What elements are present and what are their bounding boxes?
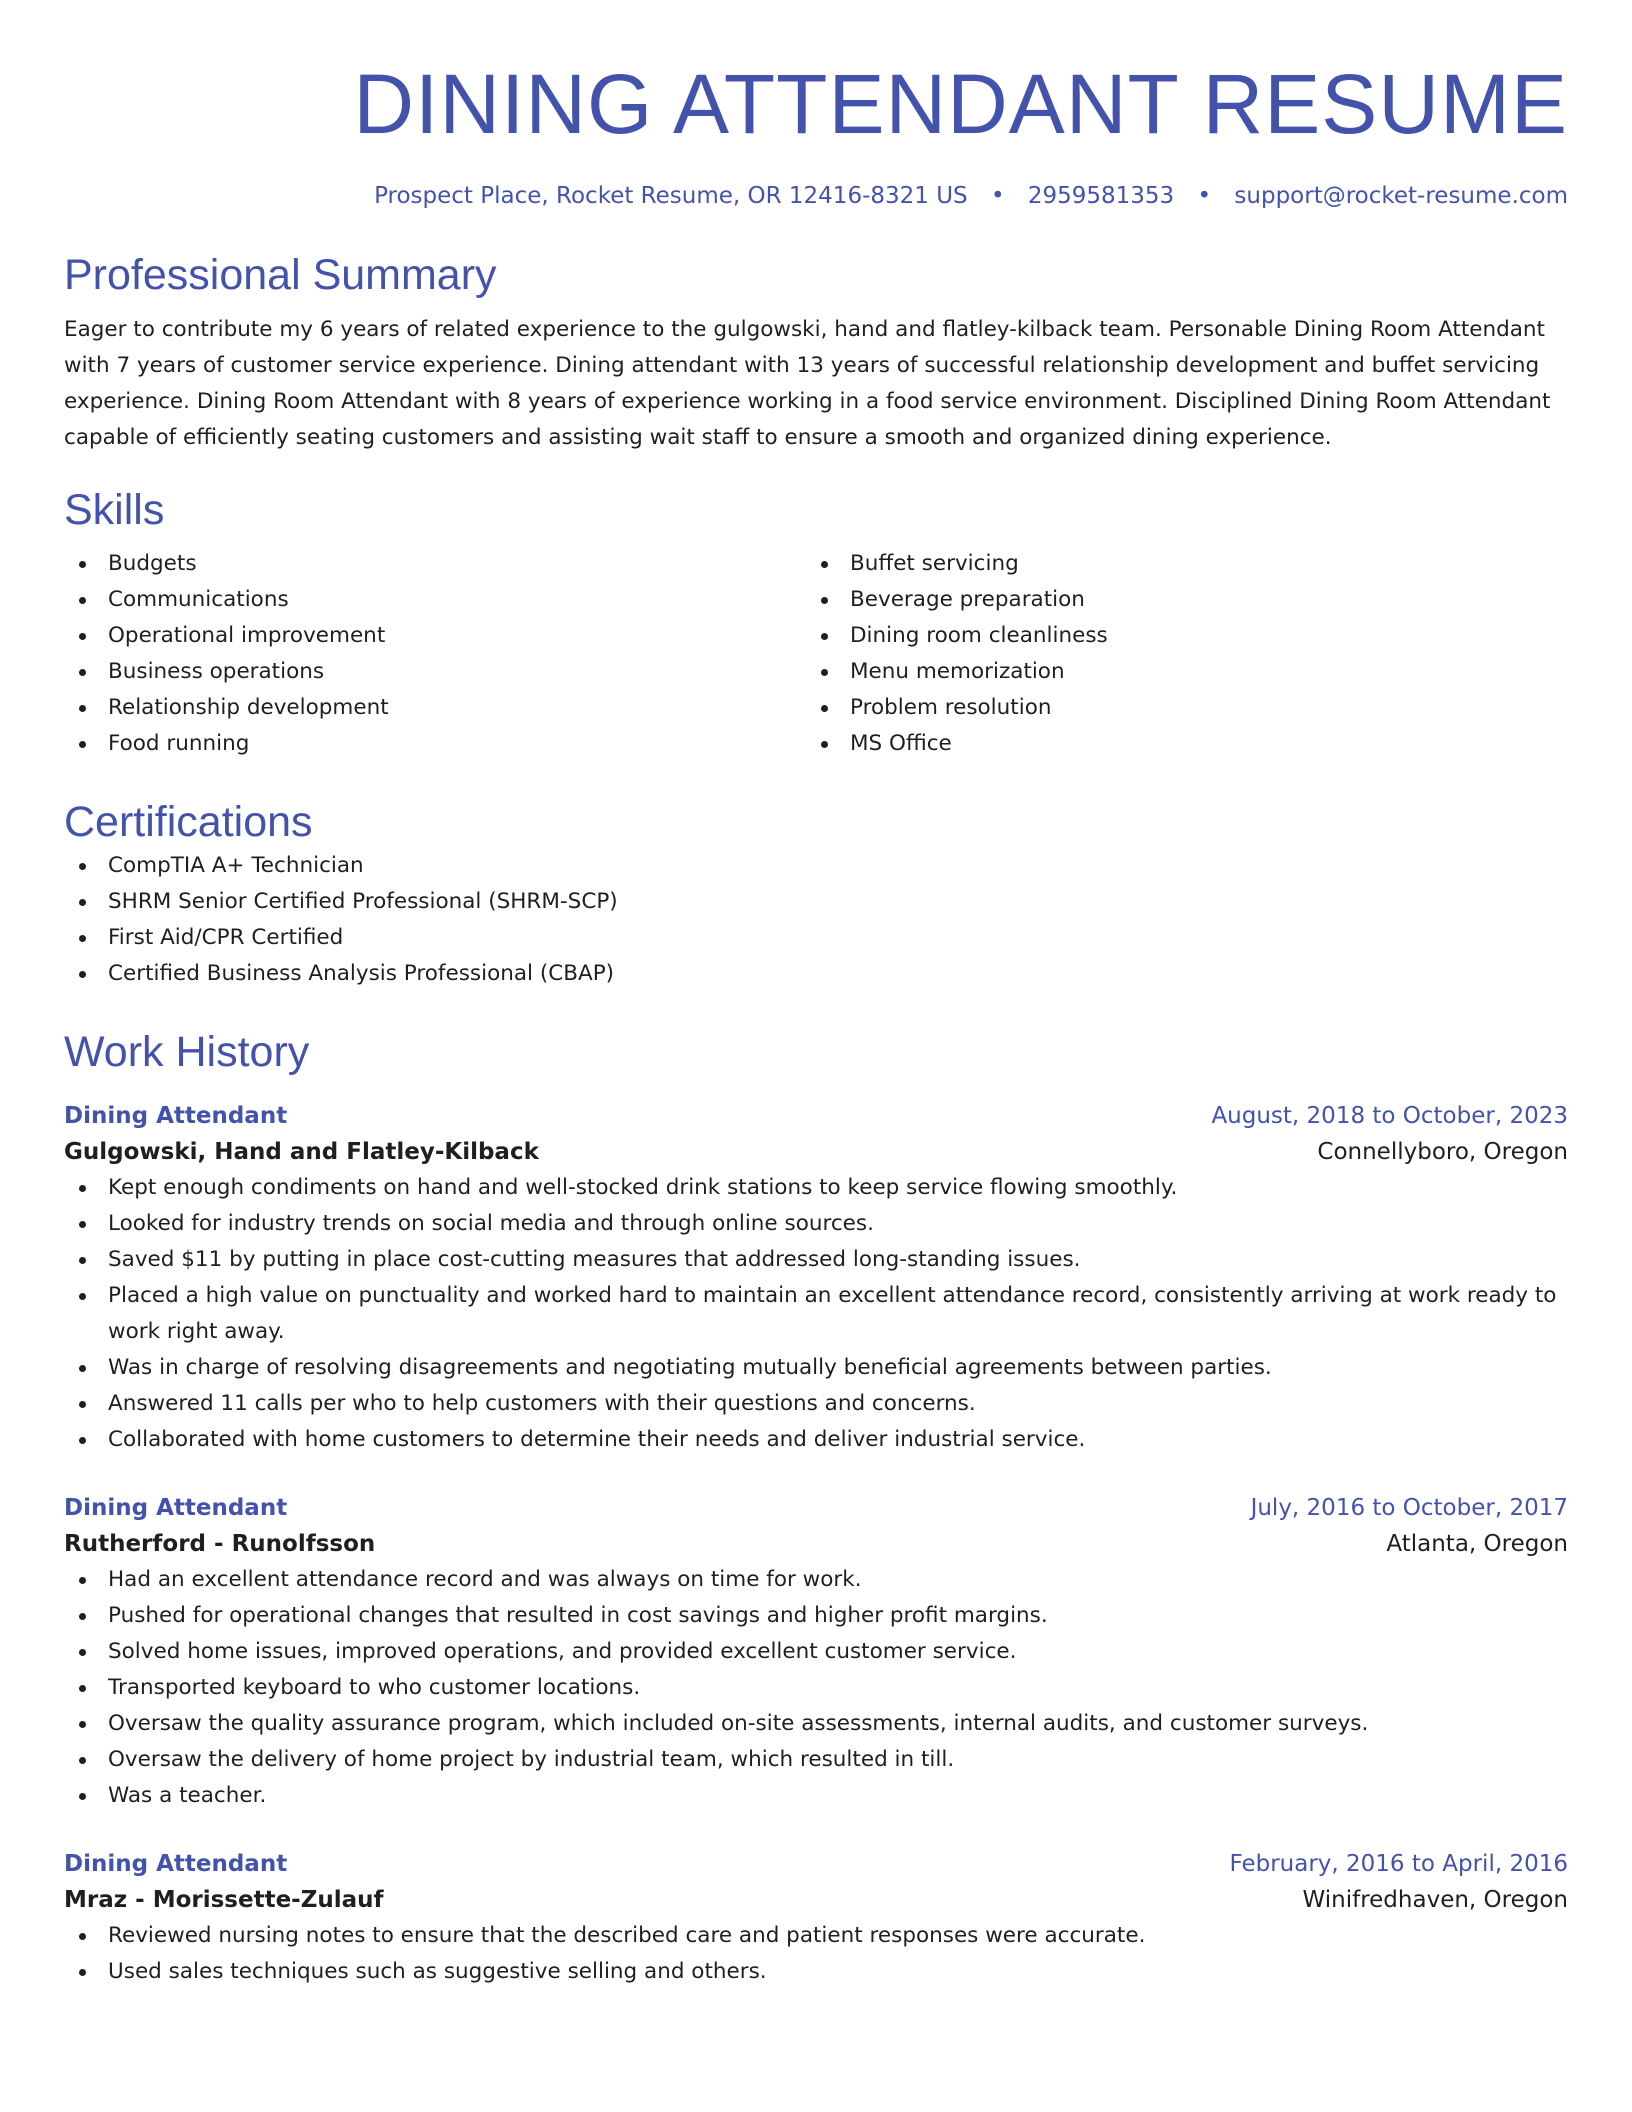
skills-list-left [64, 546, 806, 762]
bullet-icon [79, 1401, 86, 1408]
skill-label: Menu memorization [850, 659, 1065, 684]
bullet-icon [821, 669, 828, 676]
bullet-icon [79, 971, 86, 978]
bullet-icon [821, 561, 828, 568]
job-bullet-item [64, 1170, 1568, 1206]
contact-address: Prospect Place, Rocket Resume, OR 12416-8321 US [374, 183, 968, 209]
bullet-icon [79, 1437, 86, 1444]
skill-item [806, 618, 1548, 654]
job-bullets [64, 1918, 1568, 1990]
resume-title: DINING ATTENDANT RESUME [353, 57, 1568, 151]
job-bullet-text: Answered 11 calls per who to help customers with their questions and concerns. [108, 1391, 976, 1416]
certification-label: SHRM Senior Certified Professional (SHRM-SCP) [108, 889, 618, 914]
skill-item [806, 690, 1548, 726]
certification-item [64, 884, 1568, 920]
job-bullet-text: Transported keyboard to who customer locations. [108, 1675, 641, 1700]
job-bullet-item [64, 1918, 1568, 1954]
summary-heading: Professional Summary [64, 251, 497, 299]
job-location: Atlanta, Oregon [1386, 1531, 1568, 1557]
job-bullet-text: Had an excellent attendance record and was always on time for work. [108, 1567, 862, 1592]
job-bullet-item [64, 1386, 1568, 1422]
job-bullet-text: Looked for industry trends on social media and through online sources. [108, 1211, 874, 1236]
job-bullet-text: Saved $11 by putting in place cost-cutting measures that addressed long-standing issues. [108, 1247, 1081, 1272]
certification-item [64, 848, 1568, 884]
skill-item [64, 618, 806, 654]
skill-label: Beverage preparation [850, 587, 1085, 612]
job-bullet-text: Collaborated with home customers to determine their needs and deliver industrial service. [108, 1427, 1086, 1452]
contact-email[interactable]: support@rocket-resume.com [1234, 183, 1568, 209]
job-bullet-item [64, 1206, 1568, 1242]
bullet-icon [79, 1685, 86, 1692]
bullet-icon [79, 1933, 86, 1940]
job-entry [64, 1846, 1568, 1990]
skill-item [64, 690, 806, 726]
bullet-icon [79, 1577, 86, 1584]
contact-separator: • [1197, 183, 1212, 209]
bullet-icon [79, 1649, 86, 1656]
skill-label: Buffet servicing [850, 551, 1019, 576]
skill-label: Problem resolution [850, 695, 1052, 720]
skill-label: Communications [108, 587, 289, 612]
job-title: Dining Attendant [64, 1495, 288, 1521]
bullet-icon [79, 1185, 86, 1192]
skills-list-right [806, 546, 1548, 762]
job-title: Dining Attendant [64, 1851, 288, 1877]
bullet-icon [79, 863, 86, 870]
job-bullet-item [64, 1350, 1568, 1386]
certification-label: Certified Business Analysis Professional (CBAP) [108, 961, 615, 986]
bullet-icon [79, 1365, 86, 1372]
bullet-icon [79, 1793, 86, 1800]
skill-label: MS Office [850, 731, 952, 756]
job-bullet-item [64, 1634, 1568, 1670]
certification-label: CompTIA A+ Technician [108, 853, 364, 878]
skill-item [806, 654, 1548, 690]
skill-item [806, 546, 1548, 582]
skills-heading: Skills [64, 486, 165, 534]
bullet-icon [79, 1257, 86, 1264]
job-bullet-text: Solved home issues, improved operations, and provided excellent customer service. [108, 1639, 1017, 1664]
job-bullet-item [64, 1242, 1568, 1278]
bullet-icon [79, 633, 86, 640]
skill-label: Food running [108, 731, 250, 756]
skill-item [64, 582, 806, 618]
bullet-icon [79, 741, 86, 748]
bullet-icon [79, 1969, 86, 1976]
job-title-row [64, 1846, 1568, 1882]
bullet-icon [79, 597, 86, 604]
bullet-icon [79, 669, 86, 676]
bullet-icon [821, 705, 828, 712]
certification-item [64, 920, 1568, 956]
skill-item [806, 726, 1548, 762]
job-bullet-item [64, 1670, 1568, 1706]
job-company: Rutherford - Runolfsson [64, 1531, 376, 1557]
certification-item [64, 956, 1568, 992]
bullet-icon [79, 1757, 86, 1764]
job-company-row [64, 1134, 1568, 1170]
job-location: Connellyboro, Oregon [1317, 1139, 1568, 1165]
bullet-icon [79, 705, 86, 712]
bullet-icon [79, 561, 86, 568]
job-bullet-item [64, 1954, 1568, 1990]
job-bullets [64, 1562, 1568, 1814]
job-bullet-item [64, 1778, 1568, 1814]
summary-text: Eager to contribute my 6 years of related experience to the gulgowski, hand and flatley-kilback team. Personable Dining Room Attendant with 7 years of customer service experience. Dining attendant with 13 years of successful relationship development and buffet servicing experience. Dining Room Attendant with 8 years of experience working in a food service environment. Disciplined Dining Room Attendant capable of efficiently seating customers and assisting wait staff to ensure a smooth and organized dining experience. [64, 317, 1551, 450]
job-company-row [64, 1526, 1568, 1562]
bullet-icon [821, 633, 828, 640]
job-bullet-item [64, 1422, 1568, 1458]
bullet-icon [79, 1721, 86, 1728]
job-company: Mraz - Morissette-Zulauf [64, 1887, 384, 1913]
job-dates: February, 2016 to April, 2016 [1229, 1851, 1568, 1877]
job-dates: July, 2016 to October, 2017 [1250, 1495, 1568, 1521]
job-bullet-text: Kept enough condiments on hand and well-stocked drink stations to keep service flowing smoothly. [108, 1175, 1178, 1200]
skills-grid [64, 546, 1568, 762]
skill-item [64, 726, 806, 762]
bullet-icon [821, 597, 828, 604]
job-bullet-text: Oversaw the quality assurance program, which included on-site assessments, internal audits, and customer surveys. [108, 1711, 1369, 1736]
job-bullet-text: Used sales techniques such as suggestive selling and others. [108, 1959, 767, 1984]
job-title-row [64, 1098, 1568, 1134]
job-bullet-item [64, 1562, 1568, 1598]
skill-label: Relationship development [108, 695, 389, 720]
job-bullet-item [64, 1598, 1568, 1634]
bullet-icon [79, 1221, 86, 1228]
skill-item [64, 546, 806, 582]
job-bullet-text: Pushed for operational changes that resulted in cost savings and higher profit margins. [108, 1603, 1048, 1628]
contact-phone: 2959581353 [1027, 183, 1175, 209]
job-bullet-text: Was a teacher. [108, 1783, 267, 1808]
skill-item [64, 654, 806, 690]
job-bullet-text: Reviewed nursing notes to ensure that the described care and patient responses were accurate. [108, 1923, 1146, 1948]
work-history-heading: Work History [64, 1028, 310, 1076]
job-bullet-text: Oversaw the delivery of home project by industrial team, which resulted in till. [108, 1747, 955, 1772]
job-entry [64, 1490, 1568, 1814]
certifications-list [64, 848, 1568, 992]
skill-label: Business operations [108, 659, 325, 684]
job-bullet-item [64, 1706, 1568, 1742]
job-company-row [64, 1882, 1568, 1918]
job-company: Gulgowski, Hand and Flatley-Kilback [64, 1139, 539, 1165]
job-location: Winifredhaven, Oregon [1302, 1887, 1568, 1913]
skill-label: Operational improvement [108, 623, 386, 648]
job-title-row [64, 1490, 1568, 1526]
bullet-icon [821, 741, 828, 748]
skill-item [806, 582, 1548, 618]
job-bullets [64, 1170, 1568, 1458]
job-dates: August, 2018 to October, 2023 [1211, 1103, 1568, 1129]
job-bullet-item [64, 1278, 1568, 1350]
job-bullet-item [64, 1742, 1568, 1778]
certifications-heading: Certifications [64, 798, 313, 846]
bullet-icon [79, 1613, 86, 1620]
skill-label: Dining room cleanliness [850, 623, 1108, 648]
job-title: Dining Attendant [64, 1103, 288, 1129]
job-bullet-text: Placed a high value on punctuality and worked hard to maintain an excellent attendance record, consistently arriving at work ready to work right away. [108, 1283, 1557, 1344]
bullet-icon [79, 899, 86, 906]
job-entry [64, 1098, 1568, 1458]
bullet-icon [79, 935, 86, 942]
contact-separator: • [990, 183, 1005, 209]
job-bullet-text: Was in charge of resolving disagreements and negotiating mutually beneficial agreements between parties. [108, 1355, 1272, 1380]
contact-line [64, 180, 1568, 212]
certification-label: First Aid/CPR Certified [108, 925, 344, 950]
skill-label: Budgets [108, 551, 197, 576]
bullet-icon [79, 1293, 86, 1300]
